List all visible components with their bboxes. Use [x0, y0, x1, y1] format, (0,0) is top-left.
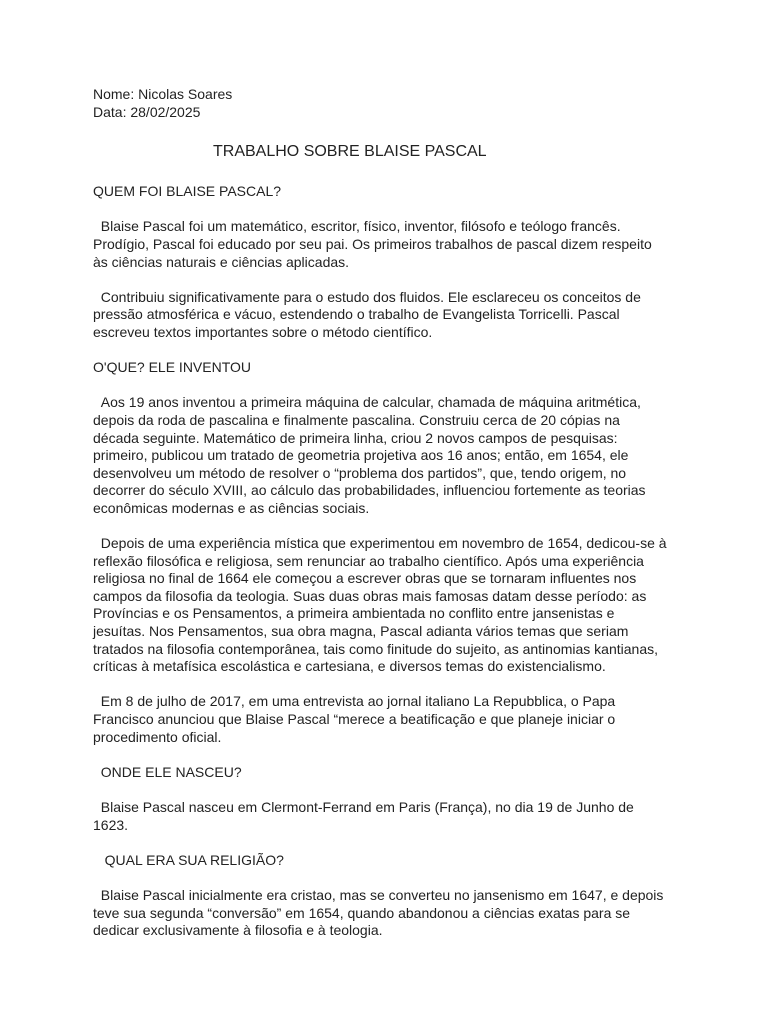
paragraph-line: dedicar exclusivamente à filosofia e à teologia. — [93, 922, 383, 939]
paragraph-line: Contribuiu significativamente para o estudo dos fluidos. Ele esclareceu os conceitos de — [93, 288, 641, 305]
paragraph-line: Em 8 de julho de 2017, em uma entrevista ao jornal italiano La Repubblica, o Papa — [93, 693, 616, 710]
section-gap — [93, 834, 693, 852]
paragraph-line: jesuítas. Nos Pensamentos, sua obra magna, Pascal adianta vários temas que seriam — [93, 623, 629, 640]
paragraph — [93, 535, 693, 676]
paragraph — [93, 218, 693, 271]
paragraph-line: Aos 19 anos inventou a primeira máquina de calcular, chamada de máquina aritmética, — [93, 394, 641, 411]
paragraph-gap — [93, 377, 693, 395]
document-header — [93, 86, 693, 121]
paragraph — [93, 887, 693, 940]
document-page — [93, 86, 693, 940]
paragraph-line: Blaise Pascal nasceu em Clermont-Ferrand em Paris (França), no dia 19 de Junho de — [93, 798, 634, 815]
paragraph-line: teve sua segunda “conversão” em 1654, quando abandonou a ciências exatas para se — [93, 904, 631, 921]
paragraph-line: econômicas modernas e as ciências sociais. — [93, 499, 370, 516]
paragraph — [93, 394, 693, 517]
paragraph-line: 1623. — [93, 816, 129, 833]
paragraph-gap — [93, 517, 693, 535]
paragraph — [93, 693, 693, 746]
paragraph-line: pressão atmosférica e vácuo, estendendo o trabalho de Evangelista Torricelli. Pascal — [93, 306, 620, 323]
paragraph-line: desenvolveu um método de resolver o “problema dos partidos”, que, tendo origem, no — [93, 464, 627, 481]
paragraph-line: escreveu textos importantes sobre o método científico. — [93, 323, 433, 340]
student-name: Nome: Nicolas Soares — [93, 86, 233, 102]
section-gap — [93, 342, 693, 360]
document-body — [93, 183, 693, 940]
paragraph-gap — [93, 201, 693, 219]
section-heading: QUEM FOI BLAISE PASCAL? — [93, 183, 282, 200]
section-heading: ONDE ELE NASCEU? — [93, 763, 242, 780]
section-gap — [93, 746, 693, 764]
paragraph-line: reflexão filosófica e religiosa, sem renunciar ao trabalho científico. Após uma experiência — [93, 552, 644, 569]
paragraph-line: Blaise Pascal inicialmente era cristao, mas se converteu no jansenismo em 1647, e depois — [93, 886, 664, 903]
paragraph-line: Francisco anunciou que Blaise Pascal “merece a beatificação e que planeje iniciar o — [93, 711, 616, 727]
paragraph-line: primeiro, publicou um tratado de geometria projetiva aos 16 anos; então, em 1654, ele — [93, 447, 629, 464]
paragraph-line: Províncias e os Pensamentos, a primeira ambientada no conflito entre jansenistas e — [93, 605, 615, 622]
section-heading: O'QUE? ELE INVENTOU — [93, 359, 252, 376]
paragraph-gap — [93, 271, 693, 289]
paragraph-line: Prodígio, Pascal foi educado por seu pai. Os primeiros trabalhos de pascal dizem respeito — [93, 235, 652, 252]
paragraph-line: depois da roda de pascalina e finalmente pascalina. Construiu cerca de 20 cópias na — [93, 411, 620, 428]
paragraph-gap — [93, 781, 693, 799]
paragraph-gap — [93, 869, 693, 887]
paragraph-line: Depois de uma experiência mística que experimentou em novembro de 1654, dedicou-se à — [93, 535, 667, 552]
section-heading: QUAL ERA SUA RELIGIÃO? — [93, 851, 284, 868]
paragraph-line: às ciências naturais e ciências aplicadas. — [93, 253, 350, 270]
paragraph-line: campos da filosofia da teologia. Suas duas obras mais famosas datam desse período: as — [93, 587, 647, 604]
paragraph-line: procedimento oficial. — [93, 728, 222, 745]
document-date: Data: 28/02/2025 — [93, 103, 201, 120]
paragraph-line: década seguinte. Matemático de primeira linha, criou 2 novos campos de pesquisas: — [93, 429, 618, 446]
paragraph-line: críticas à metafísica escolástica e cartesiana, e diversos temas do existencialismo. — [93, 658, 606, 675]
paragraph-line: religiosa no final de 1664 ele começou a escrever obras que se tornaram influentes nos — [93, 570, 637, 587]
paragraph-line: Blaise Pascal foi um matemático, escritor, físico, inventor, filósofo e teólogo francês. — [93, 218, 621, 235]
paragraph-line: tratados na filosofia contemporânea, tais como finitude do sujeito, as antinomias kantianas, — [93, 640, 658, 657]
paragraph — [93, 289, 693, 342]
paragraph-line: decorrer do século XVIII, ao cálculo das probabilidades, influenciou fortemente as teorias — [93, 482, 646, 499]
paragraph — [93, 799, 693, 834]
document-title: TRABALHO SOBRE BLAISE PASCAL — [213, 143, 487, 160]
paragraph-gap — [93, 676, 693, 694]
